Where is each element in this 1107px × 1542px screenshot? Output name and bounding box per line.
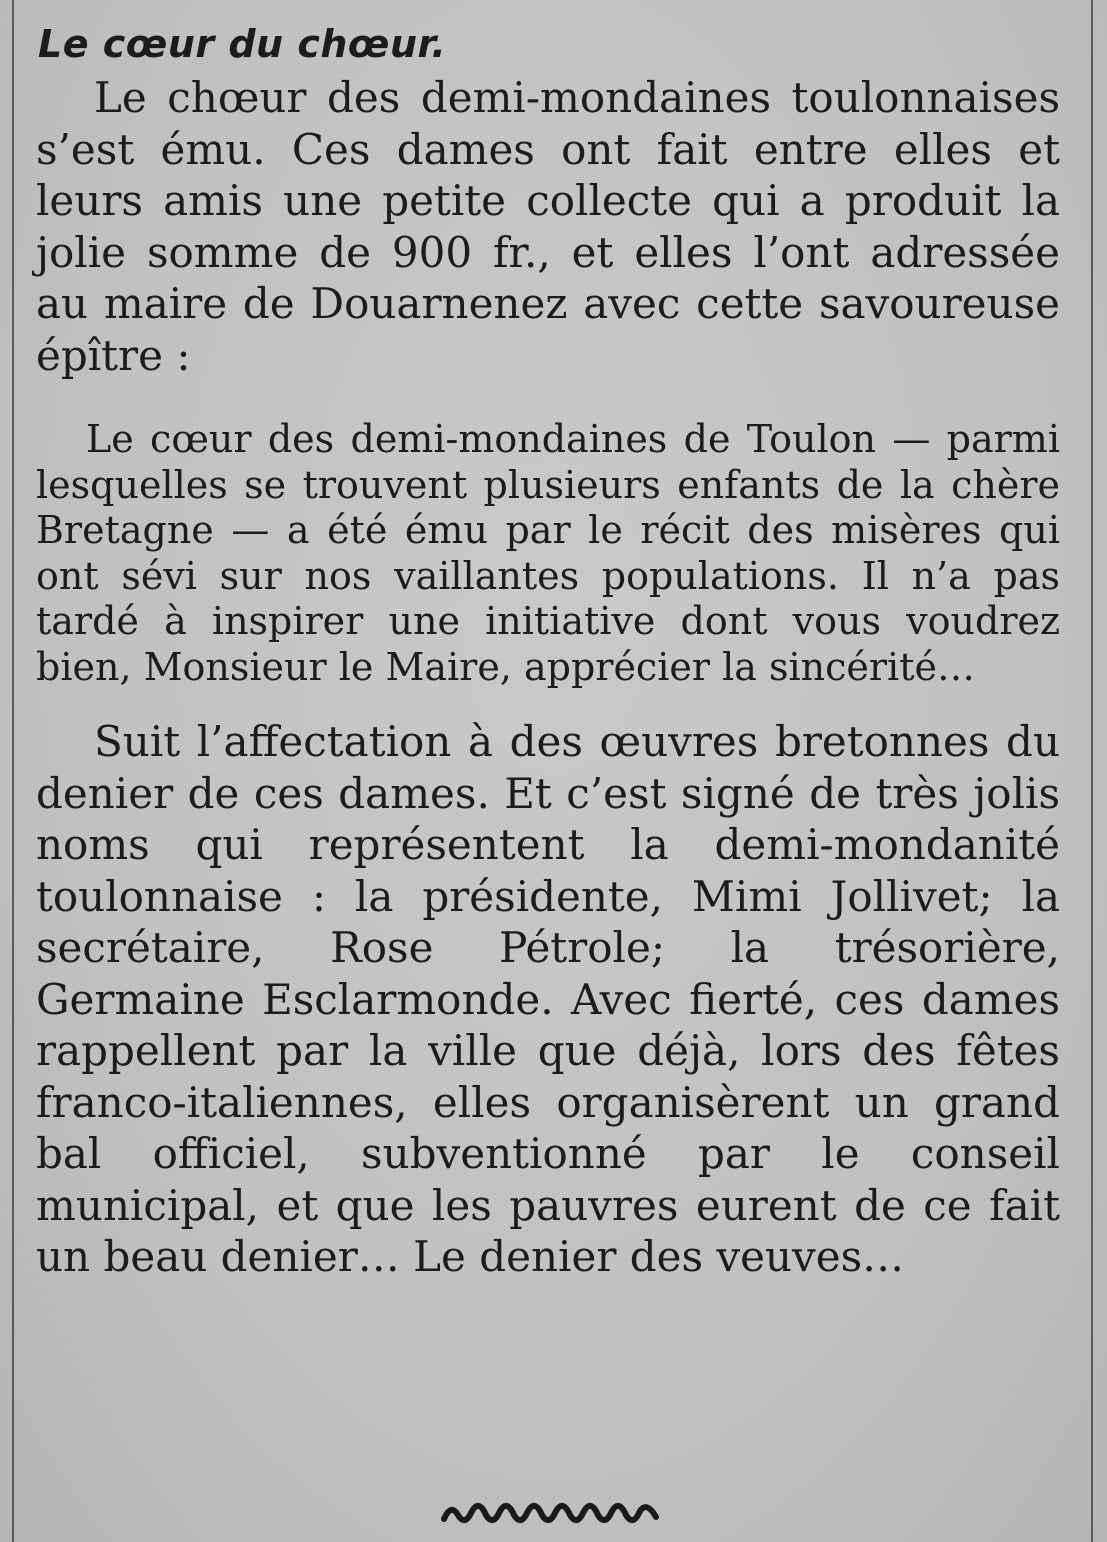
right-column-rule xyxy=(1091,0,1093,1542)
article-body xyxy=(36,18,1060,1283)
quoted-letter: Le cœur des demi-mondaines de Toulon — parmi lesquelles se trouvent plusieurs enfants de la chère Bretagne — a été ému par le récit des misères qui ont sévi sur nos vaillantes populations. Il n’a pas tardé à inspirer une initiative dont vous voudrez bien, Monsieur le Maire, apprécier la sincérité… xyxy=(36,417,1060,689)
article-title: Le cœur du chœur. xyxy=(38,22,447,66)
article-paragraph-2: Suit l’affectation à des œuvres bretonnes du denier de ces dames. Et c’est signé de très jolis noms qui représentent la demi-mondanité toulonnaise : la présidente, Mimi Jollivet; la secrétaire, Rose Pétrole; la trésorière, Germaine Esclarmonde. Avec fierté, ces dames rappellent par la ville que déjà, lors des fêtes franco-italiennes, elles organisèrent un grand bal officiel, subventionné par le conseil municipal, et que les pauvres eurent de ce fait un beau denier… Le denier des veuves… xyxy=(36,717,1060,1281)
left-column-rule xyxy=(12,0,14,1542)
article-paragraph-1: Le chœur des demi-mondaines toulonnaises s’est ému. Ces dames ont fait entre elles et leurs amis une petite collecte qui a produit la jolie somme de 900 fr., et elles l’ont adressée au maire de Douarnenez avec cette savoureuse épître : xyxy=(36,73,1060,380)
wavy-line-ornament-icon xyxy=(440,1497,664,1529)
